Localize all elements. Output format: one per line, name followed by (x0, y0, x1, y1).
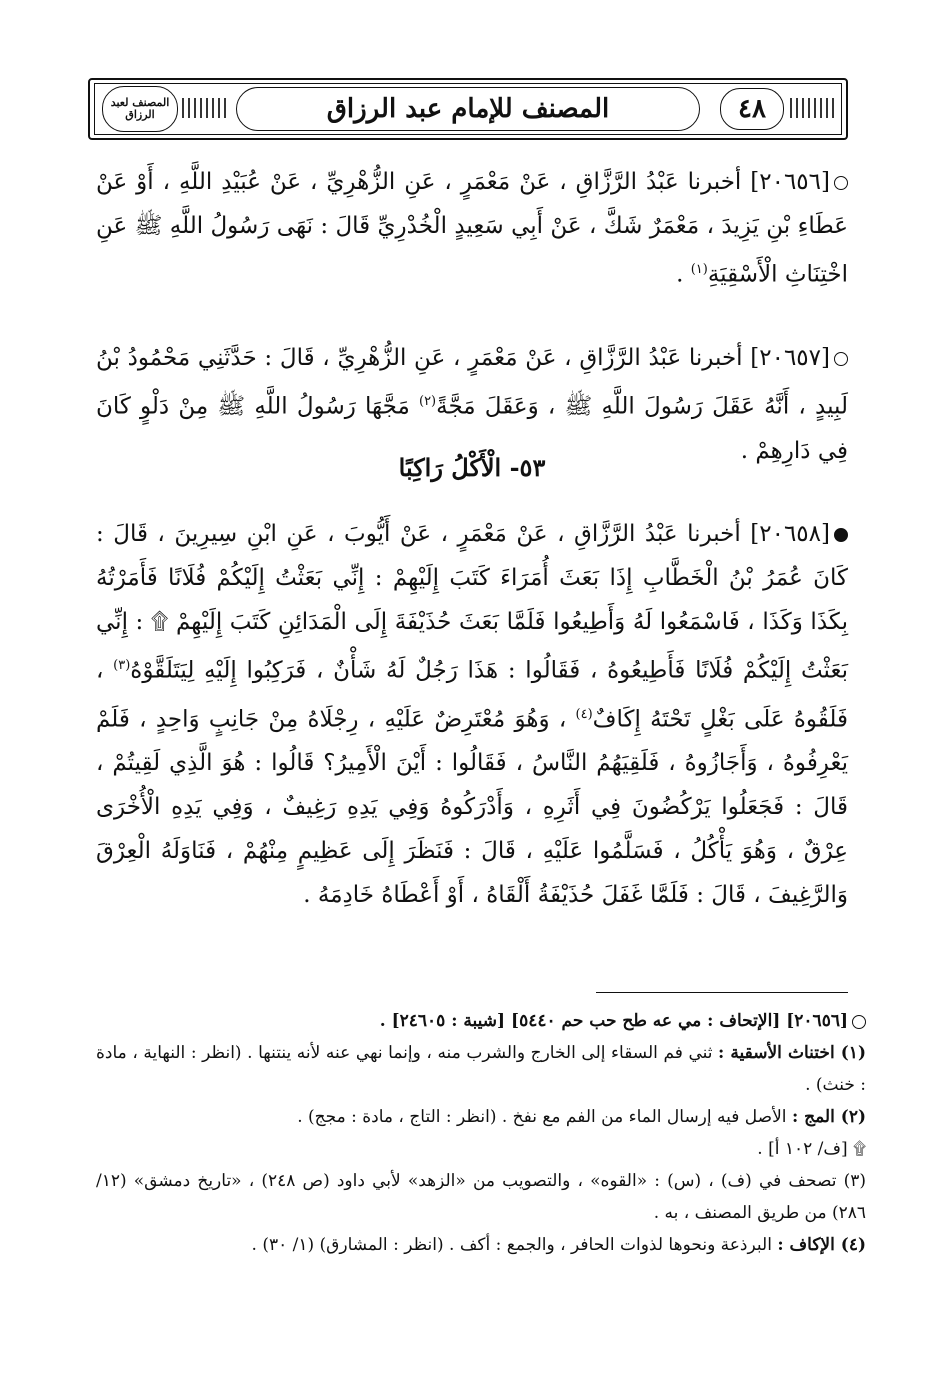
footnote-ref: (٢) (418, 394, 437, 409)
section-heading: ٥٣- الْأَكْلُ رَاكِبًا (398, 453, 546, 482)
ornament-left (182, 98, 230, 118)
paragraph: [٢٠٦٥٨] أخبرنا عَبْدُ الرَّزَّاقِ ، عَنْ مَعْمَرٍ ، عَنْ أَيُّوبَ ، عَنِ ابْنِ سِيرِينَ ، قَالَ : كَانَ عُمَرُ بْنُ الْخَطَّابِ إِذَا بَعَثَ أُمَرَاءَ كَتَبَ إِلَيْهِمْ : إِنِّي بَعَثْتُ إِلَيْكُمْ فُلَانًا فَأَمَرْتُهُ بِكَذَا وَكَذَا ، فَاسْمَعُوا لَهُ وَأَطِيعُوا فَلَمَّا بَعَثَ حُذَيْفَةَ إِلَى الْمَدَائِنِ كَتَبَ إِلَيْهِمْ ۩ : إِنِّي بَعَثْتُ إِلَيْكُمْ فُلَانًا فَأَطِيعُوهُ ، فَقَالُوا : هَذَا رَجُلٌ لَهُ شَأْنٌ ، فَرَكِبُوا إِلَيْهِ لِيَتَلَقَّوْهُ$^{(٣)}$ ، فَلَقُوهُ عَلَى بَغْلٍ تَحْتَهُ إِكَافٌ$^{(٤)}$ ، وَهُوَ مُعْتَرِضٌ عَلَيْهِ ، رِجْلَاهُ مِنْ جَانِبٍ وَاحِدٍ ، فَلَمْ يَعْرِفُوهُ ، وَأَجَازُوهُ ، فَلَقِيَهُمُ النَّاسُ ، فَقَالُوا : أَيْنَ الْأَمِيرُ؟ قَالُوا : هُوَ الَّذِي لَقِيتُمْ ، قَالَ : فَجَعَلُوا يَرْكُضُونَ فِي أَثَرِهِ ، وَأَدْرَكُوهُ وَفِي يَدِهِ رَغِيفٌ ، وَفِي يَدِهِ الْأُخْرَى عِرْقٌ ، وَهُوَ يَأْكُلُ ، فَسَلَّمُوا عَلَيْهِ ، قَالَ : فَنَظَرَ إِلَى عَظِيمٍ مِنْهُمْ ، فَنَاوَلَهُ الْعِرْقَ وَالرَّغِيفَ ، قَالَ : فَلَمَّا غَفَلَ حُذَيْفَةُ أَلْقَاهُ ، أَوْ أَعْطَاهُ خَادِمَهُ . (96, 521, 848, 909)
footnote-ref: (٣) (113, 658, 131, 673)
paragraph: [٢٠٦٥٦] أخبرنا عَبْدُ الرَّزَّاقِ ، عَنْ مَعْمَرٍ ، عَنِ الزُّهْرِيِّ ، عَنْ عُبَيْدِ اللَّهِ ، أَوْ عَنْ عَطَاءِ بْنِ يَزِيدَ ، مَعْمَرٌ شَكَّ ، عَنْ أَبِي سَعِيدٍ الْخُدْرِيِّ قَالَ : نَهَى رَسُولُ اللَّهِ ﷺ عَنِ اخْتِنَاثِ الْأَسْقِيَةِ$^{(١)}$ . (96, 169, 848, 288)
source-note: [٢٠٦٥٦] [الإتحاف : مي عه طح حب حم ٥٤٤٠] [شيبة : ٢٤٦٠٥] . (96, 1005, 866, 1037)
hollow-circle-marker (852, 1015, 866, 1029)
footnote-separator (596, 992, 848, 993)
footnotes (96, 1005, 866, 1261)
ornament-right (790, 98, 838, 118)
book-title: المصنف للإمام عبد الرزاق (326, 94, 610, 124)
book-seal-logo: المصنف لعبد الرزاق (102, 86, 178, 132)
hollow-circle-marker (834, 176, 848, 190)
hollow-circle-marker (834, 352, 848, 366)
page-header (88, 78, 848, 140)
filled-circle-marker (834, 528, 848, 542)
footnote-1: (١) اختناث الأسقية : ثني فم السقاء إلى الخارج والشرب منه ، وإنما نهي عنه لأنه ينتنها . (انظر : النهاية ، مادة : خنث) . (96, 1043, 866, 1095)
hadith-20658 (96, 512, 848, 917)
header-title-box (236, 87, 700, 131)
footnote-4: (٤) الإكاف : البرذعة ونحوها لذوات الحافر ، والجمع : أكف . (انظر : المشارق) (١/ ٣٠) . (251, 1235, 866, 1255)
paragraph: [٢٠٦٥٧] أخبرنا عَبْدُ الرَّزَّاقِ ، عَنْ مَعْمَرٍ ، عَنِ الزُّهْرِيِّ ، قَالَ : حَدَّثَنِي مَحْمُودُ بْنُ لَبِيدٍ ، أَنَّهُ عَقَلَ رَسُولَ اللَّهِ ﷺ ، وَعَقَلَ مَجَّةً$^{(٢)}$ مَجَّهَا رَسُولُ اللَّهِ ﷺ مِنْ دَلْوٍ كَانَ فِي دَارِهِمْ . (96, 345, 848, 464)
footnote-3: (٣) تصحف في (ف) ، (س) : «القوه» ، والتصويب من «الزهد» لأبي داود (ص ٢٤٨) ، «تاريخ دمشق» (١٢/ ٢٨٦) من طريق المصنف ، به . (96, 1171, 866, 1223)
footnote-ref: (١) (690, 262, 708, 277)
footnote-2: (٢) المج : الأصل فيه إرسال الماء من الفم مع نفخ . (انظر : التاج ، مادة : مجج) . (297, 1107, 866, 1127)
hadith-20656 (96, 160, 848, 297)
folio-note: ۩ [ف/ ١٠٢ أ] . (757, 1139, 866, 1159)
footnote-ref: (٤) (575, 706, 593, 722)
page-number: ٤٨ (720, 88, 784, 130)
